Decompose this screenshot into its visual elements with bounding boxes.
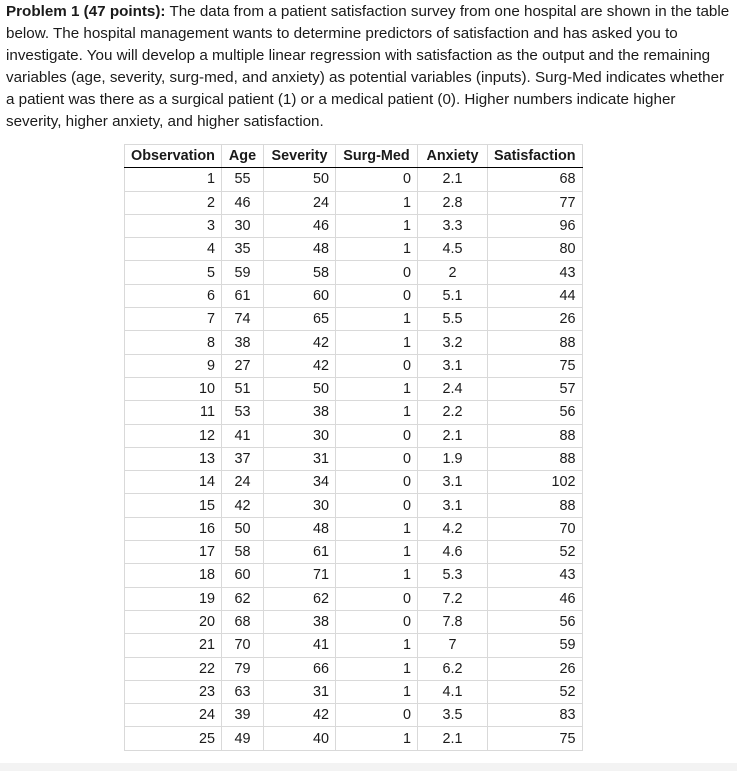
cell-anxiety: 1.9 [417, 447, 487, 470]
header-satisfaction: Satisfaction [487, 145, 582, 168]
cell-observation: 19 [125, 587, 222, 610]
problem-heading: Problem 1 (47 points): [6, 3, 166, 20]
cell-severity: 31 [263, 447, 335, 470]
cell-observation: 17 [125, 541, 222, 564]
cell-severity: 24 [263, 191, 335, 214]
cell-observation: 1 [125, 168, 222, 191]
cell-anxiety: 7 [417, 634, 487, 657]
cell-age: 27 [221, 354, 263, 377]
cell-surg-med: 1 [335, 214, 417, 237]
cell-observation: 14 [125, 471, 222, 494]
table-row [125, 587, 583, 610]
cell-anxiety: 3.2 [417, 331, 487, 354]
cell-satisfaction: 43 [487, 261, 582, 284]
cell-observation: 10 [125, 377, 222, 400]
cell-anxiety: 5.3 [417, 564, 487, 587]
cell-surg-med: 1 [335, 401, 417, 424]
cell-anxiety: 5.1 [417, 284, 487, 307]
cell-severity: 62 [263, 587, 335, 610]
table-row [125, 214, 583, 237]
page-bottom-strip [0, 763, 737, 771]
cell-severity: 40 [263, 727, 335, 750]
cell-satisfaction: 59 [487, 634, 582, 657]
cell-satisfaction: 44 [487, 284, 582, 307]
cell-observation: 16 [125, 517, 222, 540]
cell-satisfaction: 96 [487, 214, 582, 237]
cell-observation: 12 [125, 424, 222, 447]
cell-anxiety: 3.5 [417, 704, 487, 727]
cell-observation: 21 [125, 634, 222, 657]
cell-severity: 38 [263, 610, 335, 633]
cell-age: 41 [221, 424, 263, 447]
cell-age: 55 [221, 168, 263, 191]
cell-surg-med: 0 [335, 471, 417, 494]
table-row [125, 680, 583, 703]
table-row [125, 261, 583, 284]
cell-surg-med: 0 [335, 610, 417, 633]
cell-age: 46 [221, 191, 263, 214]
cell-satisfaction: 52 [487, 541, 582, 564]
cell-satisfaction: 56 [487, 401, 582, 424]
cell-satisfaction: 77 [487, 191, 582, 214]
cell-age: 37 [221, 447, 263, 470]
cell-anxiety: 3.3 [417, 214, 487, 237]
cell-satisfaction: 46 [487, 587, 582, 610]
table-row [125, 238, 583, 261]
cell-age: 24 [221, 471, 263, 494]
table-row [125, 541, 583, 564]
cell-age: 30 [221, 214, 263, 237]
cell-anxiety: 2 [417, 261, 487, 284]
cell-satisfaction: 70 [487, 517, 582, 540]
cell-satisfaction: 56 [487, 610, 582, 633]
cell-surg-med: 0 [335, 704, 417, 727]
cell-anxiety: 3.1 [417, 471, 487, 494]
cell-age: 59 [221, 261, 263, 284]
cell-surg-med: 1 [335, 191, 417, 214]
cell-severity: 61 [263, 541, 335, 564]
cell-severity: 50 [263, 377, 335, 400]
cell-satisfaction: 88 [487, 494, 582, 517]
cell-severity: 65 [263, 308, 335, 331]
cell-anxiety: 7.8 [417, 610, 487, 633]
cell-satisfaction: 52 [487, 680, 582, 703]
table-row [125, 494, 583, 517]
cell-age: 62 [221, 587, 263, 610]
cell-age: 74 [221, 308, 263, 331]
table-row [125, 704, 583, 727]
cell-observation: 4 [125, 238, 222, 261]
cell-satisfaction: 88 [487, 424, 582, 447]
cell-severity: 42 [263, 704, 335, 727]
cell-surg-med: 1 [335, 517, 417, 540]
cell-observation: 3 [125, 214, 222, 237]
cell-surg-med: 0 [335, 494, 417, 517]
cell-age: 51 [221, 377, 263, 400]
cell-surg-med: 1 [335, 727, 417, 750]
cell-surg-med: 1 [335, 634, 417, 657]
cell-anxiety: 2.1 [417, 424, 487, 447]
cell-observation: 7 [125, 308, 222, 331]
header-age: Age [221, 145, 263, 168]
cell-observation: 18 [125, 564, 222, 587]
cell-observation: 9 [125, 354, 222, 377]
cell-observation: 2 [125, 191, 222, 214]
table-row [125, 331, 583, 354]
cell-age: 63 [221, 680, 263, 703]
cell-satisfaction: 75 [487, 354, 582, 377]
cell-age: 70 [221, 634, 263, 657]
cell-anxiety: 2.1 [417, 168, 487, 191]
cell-observation: 11 [125, 401, 222, 424]
cell-severity: 30 [263, 424, 335, 447]
cell-surg-med: 0 [335, 284, 417, 307]
cell-age: 38 [221, 331, 263, 354]
cell-severity: 42 [263, 354, 335, 377]
cell-severity: 71 [263, 564, 335, 587]
cell-anxiety: 4.5 [417, 238, 487, 261]
table-row [125, 354, 583, 377]
cell-satisfaction: 26 [487, 308, 582, 331]
cell-satisfaction: 43 [487, 564, 582, 587]
cell-surg-med: 0 [335, 424, 417, 447]
cell-age: 49 [221, 727, 263, 750]
cell-anxiety: 2.1 [417, 727, 487, 750]
cell-satisfaction: 88 [487, 331, 582, 354]
cell-anxiety: 3.1 [417, 354, 487, 377]
cell-surg-med: 1 [335, 657, 417, 680]
survey-data-table [124, 144, 583, 751]
table-row [125, 424, 583, 447]
cell-surg-med: 1 [335, 564, 417, 587]
cell-anxiety: 5.5 [417, 308, 487, 331]
cell-observation: 13 [125, 447, 222, 470]
table-header-row [125, 145, 583, 168]
cell-surg-med: 1 [335, 331, 417, 354]
table-row [125, 377, 583, 400]
cell-severity: 46 [263, 214, 335, 237]
cell-surg-med: 1 [335, 308, 417, 331]
table-row [125, 564, 583, 587]
cell-age: 53 [221, 401, 263, 424]
cell-severity: 60 [263, 284, 335, 307]
cell-severity: 38 [263, 401, 335, 424]
cell-observation: 23 [125, 680, 222, 703]
table-row [125, 308, 583, 331]
table-row [125, 517, 583, 540]
cell-anxiety: 2.8 [417, 191, 487, 214]
cell-severity: 66 [263, 657, 335, 680]
table-row [125, 168, 583, 191]
table-row [125, 727, 583, 750]
cell-satisfaction: 75 [487, 727, 582, 750]
header-anxiety: Anxiety [417, 145, 487, 168]
header-observation: Observation [125, 145, 222, 168]
problem-statement [6, 1, 732, 132]
table-row [125, 284, 583, 307]
cell-severity: 42 [263, 331, 335, 354]
cell-surg-med: 1 [335, 377, 417, 400]
cell-surg-med: 0 [335, 447, 417, 470]
data-table-container [124, 144, 583, 751]
cell-surg-med: 1 [335, 238, 417, 261]
table-row [125, 447, 583, 470]
cell-anxiety: 4.2 [417, 517, 487, 540]
table-row [125, 634, 583, 657]
cell-age: 50 [221, 517, 263, 540]
table-row [125, 191, 583, 214]
cell-observation: 22 [125, 657, 222, 680]
cell-severity: 34 [263, 471, 335, 494]
cell-age: 61 [221, 284, 263, 307]
cell-anxiety: 3.1 [417, 494, 487, 517]
cell-satisfaction: 88 [487, 447, 582, 470]
cell-surg-med: 0 [335, 168, 417, 191]
cell-severity: 58 [263, 261, 335, 284]
cell-satisfaction: 26 [487, 657, 582, 680]
table-row [125, 610, 583, 633]
cell-observation: 24 [125, 704, 222, 727]
cell-anxiety: 4.1 [417, 680, 487, 703]
cell-observation: 8 [125, 331, 222, 354]
cell-severity: 31 [263, 680, 335, 703]
cell-observation: 20 [125, 610, 222, 633]
cell-surg-med: 1 [335, 680, 417, 703]
cell-severity: 41 [263, 634, 335, 657]
problem-text: The data from a patient satisfaction survey from one hospital are shown in the table below. The hospital management wants to determine predictors of satisfaction and has asked you to investigate. You will develop a multiple linear regression with satisfaction as the output and the remaining variables (age, severity, surg-med, and anxiety) as potential variables (inputs). Surg-Med indicates whether a patient was there as a surgical patient (1) or a medical patient (0). Higher numbers indicate higher severity, higher anxiety, and higher satisfaction. [6, 3, 730, 130]
cell-anxiety: 2.4 [417, 377, 487, 400]
table-row [125, 401, 583, 424]
cell-age: 60 [221, 564, 263, 587]
cell-anxiety: 7.2 [417, 587, 487, 610]
cell-surg-med: 0 [335, 261, 417, 284]
cell-age: 79 [221, 657, 263, 680]
cell-age: 58 [221, 541, 263, 564]
cell-age: 39 [221, 704, 263, 727]
cell-observation: 15 [125, 494, 222, 517]
cell-severity: 48 [263, 517, 335, 540]
cell-age: 35 [221, 238, 263, 261]
header-surg-med: Surg-Med [335, 145, 417, 168]
cell-observation: 25 [125, 727, 222, 750]
cell-satisfaction: 102 [487, 471, 582, 494]
cell-age: 68 [221, 610, 263, 633]
cell-observation: 5 [125, 261, 222, 284]
cell-anxiety: 4.6 [417, 541, 487, 564]
cell-anxiety: 2.2 [417, 401, 487, 424]
header-severity: Severity [263, 145, 335, 168]
cell-age: 42 [221, 494, 263, 517]
cell-satisfaction: 57 [487, 377, 582, 400]
cell-severity: 48 [263, 238, 335, 261]
table-row [125, 657, 583, 680]
cell-observation: 6 [125, 284, 222, 307]
cell-anxiety: 6.2 [417, 657, 487, 680]
cell-satisfaction: 80 [487, 238, 582, 261]
table-row [125, 471, 583, 494]
cell-surg-med: 1 [335, 541, 417, 564]
table-body [125, 168, 583, 750]
cell-satisfaction: 83 [487, 704, 582, 727]
cell-severity: 30 [263, 494, 335, 517]
cell-satisfaction: 68 [487, 168, 582, 191]
cell-surg-med: 0 [335, 587, 417, 610]
cell-severity: 50 [263, 168, 335, 191]
cell-surg-med: 0 [335, 354, 417, 377]
